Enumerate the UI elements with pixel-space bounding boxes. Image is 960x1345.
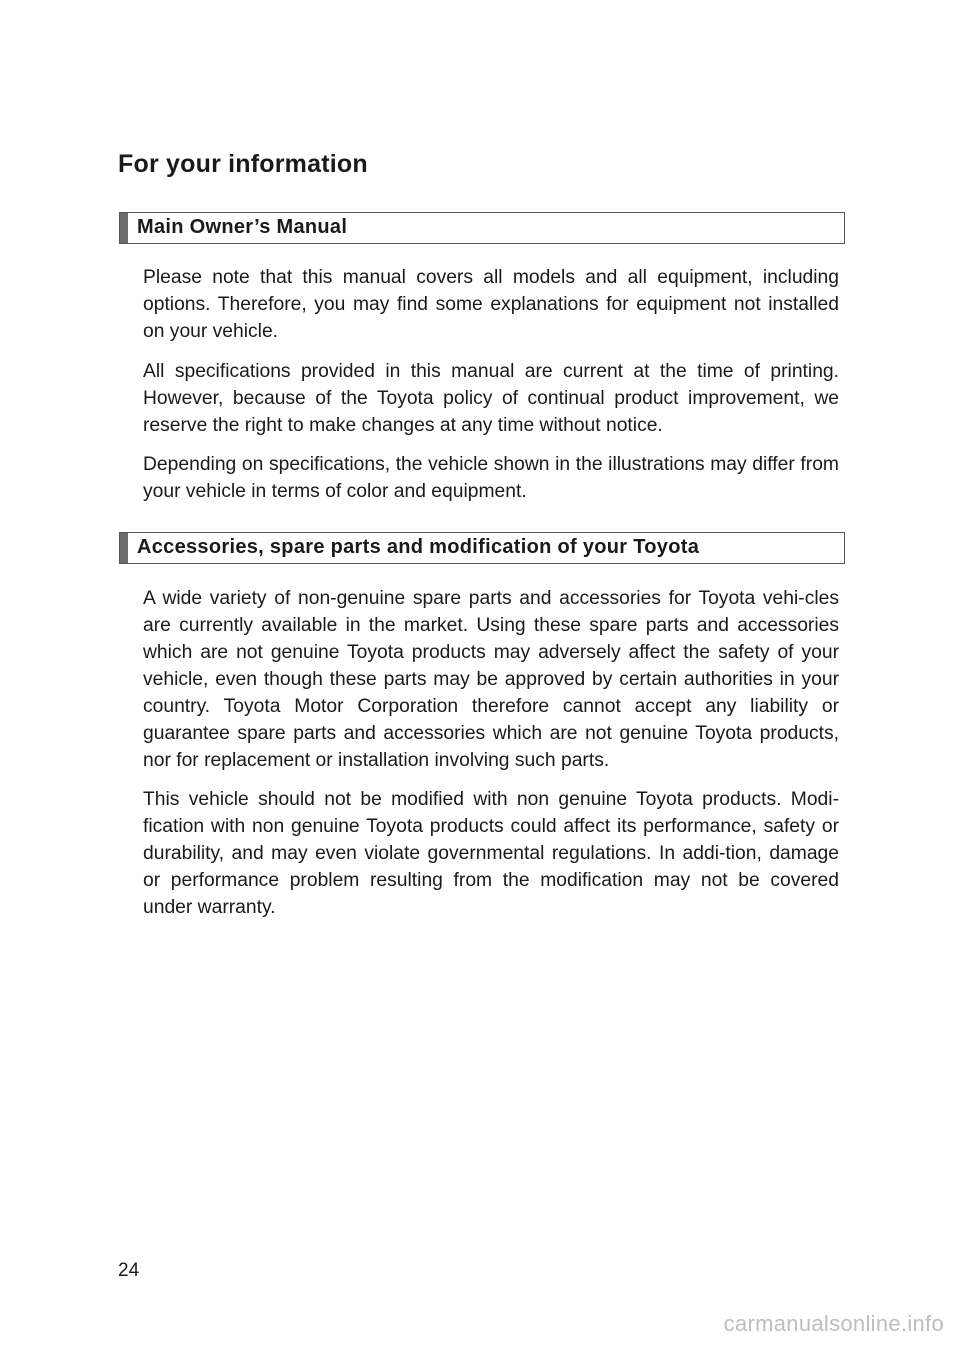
paragraph-non-genuine-parts: A wide variety of non-genuine spare parts and accessories for Toyota vehi-cles are currently available in the market. Using these spare parts and accessories which are not genuine Toyota products may adversely affect the safety of your vehicle, even though these parts may be approved by certain authorities in your country. Toyota Motor Corporation therefore cannot accept any liability or guarantee spare parts and accessories which are not genuine Toyota products, nor for replacement or installation involving such parts. — [143, 588, 839, 771]
page-number: 24 — [118, 1260, 140, 1281]
paragraph-modification: This vehicle should not be modified with non genuine Toyota products. Modi-fication with non genuine Toyota products could affect its performance, safety or durability, and may even violate governmental regulations. In addi-tion, damage or performance problem resulting from the modification may not be covered under warranty. — [143, 789, 839, 918]
paragraph-manual-coverage: Please note that this manual covers all models and all equipment, including options. Therefore, you may find some explanations for equipment not installed on your vehicle. — [143, 267, 839, 342]
section-header-accessories — [119, 532, 845, 564]
section-heading: Main Owner’s Manual — [137, 216, 348, 238]
page-title: For your information — [118, 150, 368, 178]
section-header-bar — [120, 213, 128, 243]
paragraph-specifications: All specifications provided in this manual are current at the time of printing. However, because of the Toyota policy of continual product improvement, we reserve the right to make changes at any time without notice. — [143, 361, 839, 436]
section-header-bar — [120, 533, 128, 563]
section-header-main-owners-manual — [119, 212, 845, 244]
watermark: carmanualsonline.info — [723, 1311, 944, 1336]
paragraph-illustrations: Depending on specifications, the vehicle shown in the illustrations may differ from your vehicle in terms of color and equipment. — [143, 454, 839, 502]
section-heading: Accessories, spare parts and modification of your Toyota — [137, 536, 700, 558]
